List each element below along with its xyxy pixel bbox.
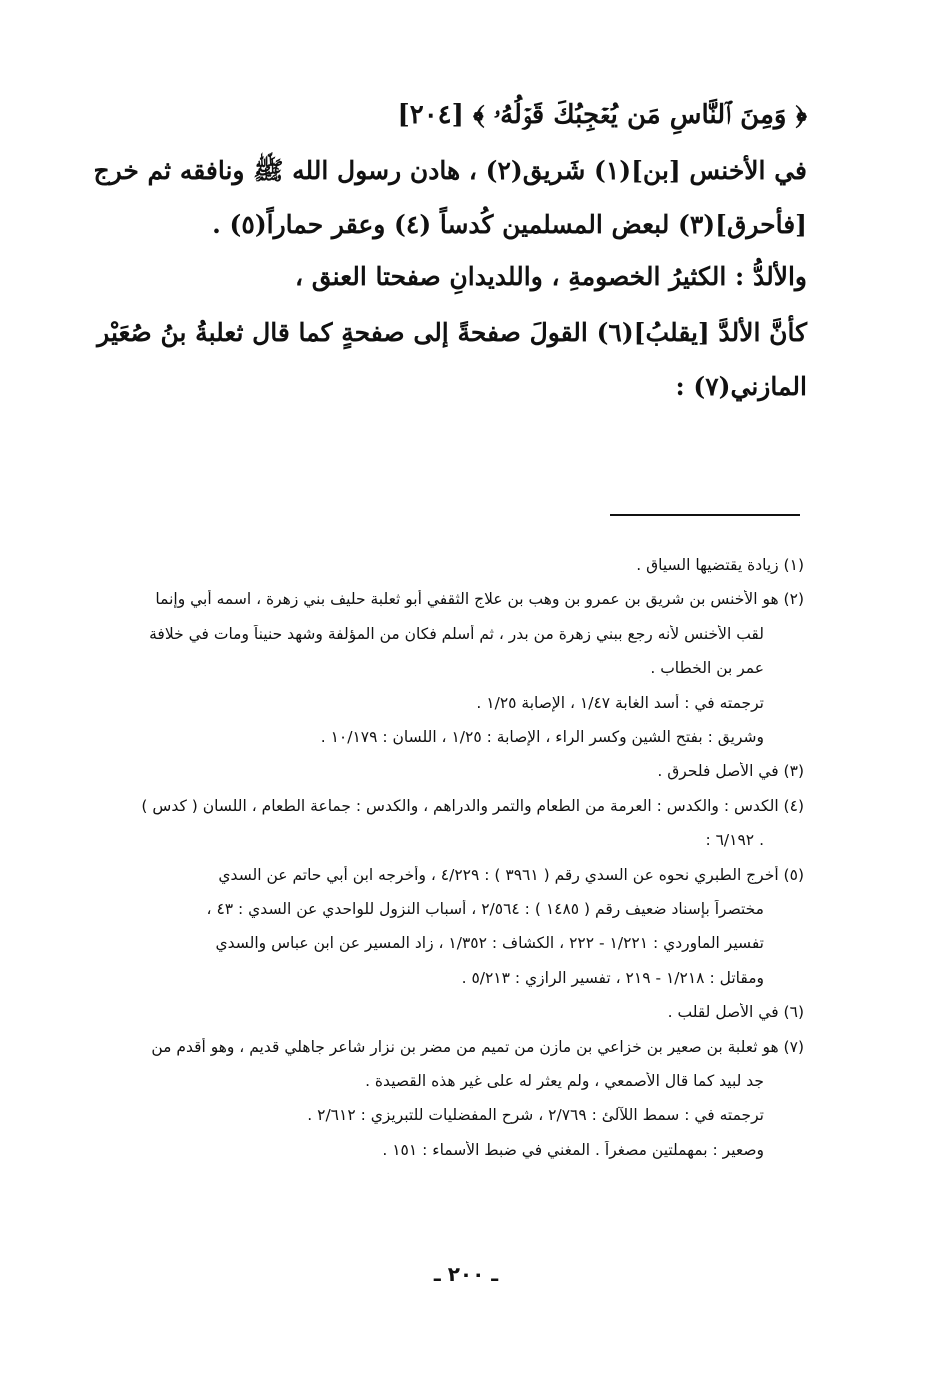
page-number: ـ ٢٠٠ ـ: [433, 1262, 499, 1286]
body-line: والألدُّ : الكثيرُ الخصومةِ ، واللديدانِ صفحتا العنق ،: [295, 262, 807, 291]
footnote-separator: [610, 514, 800, 516]
footnote-line: (٢) هو الأخنس بن شريق بن عمرو بن وهب بن علاج الثقفي أبو ثعلبة حليف بني زهرة ، اسمه أبي وإنما: [155, 590, 804, 609]
quran-verse: ﴿ وَمِنَ ٱلنَّاسِ مَن يُعۡجِبُكَ قَوۡلُهُۥ ﴾ [٢٠٤]: [397, 100, 807, 130]
footnote-line: ترجمته في : أسد الغابة ١/٤٧ ، الإصابة ١/٢٥ .: [476, 693, 764, 712]
footnote-line: ومقاتل : ١/٢١٨ - ٢١٩ ، تفسير الرازي : ٥/٢١٣ .: [461, 968, 764, 987]
footnote-line: تفسير الماوردي : ١/٢٢١ - ٢٢٢ ، الكشاف : ١/٣٥٢ ، زاد المسير عن ابن عباس والسدي: [215, 934, 764, 953]
footnote-line: (٥) أخرج الطبري نحوه عن السدي رقم ( ٣٩٦١ ) : ٤/٢٢٩ ، وأخرجه ابن أبي حاتم عن السدي: [218, 865, 804, 884]
footnote-line: مختصراً بإسناد ضعيف رقم ( ١٤٨٥ ) : ٢/٥٦٤ ، أسباب النزول للواحدي عن السدي : ٤٣ ،: [206, 900, 764, 918]
body-line: [فأحرق](٣) لبعض المسلمين كُدساً (٤) وعقر حماراً(٥) .: [212, 210, 807, 239]
footnote-line: (٧) هو ثعلبة بن صعير بن خزاعي بن مازن من تميم من مضر بن نزار شاعر جاهلي قديم ، وهو أقدم من: [151, 1037, 804, 1056]
footnote-line: (٣) في الأصل فلحرق .: [657, 762, 804, 781]
body-line: كأنَّ الألدَّ [يقلبُ](٦) القولَ صفحةً إلى صفحةٍ كما قال ثعلبةُ بنُ صُعَيْر: [97, 318, 807, 347]
footnote-line: (١) زيادة يقتضيها السياق .: [636, 556, 804, 574]
footnote-line: ترجمته في : سمط اللآلئ : ٢/٧٦٩ ، شرح المفضليات للتبريزي : ٢/٦١٢ .: [307, 1106, 764, 1125]
footnote-line: جد لبيد كما قال الأصمعي ، ولم يعثر له على غير هذه القصيدة .: [365, 1072, 764, 1090]
footnote-line: وشريق : بفتح الشين وكسر الراء ، الإصابة : ١/٢٥ ، اللسان : ١٠/١٧٩ .: [320, 728, 764, 746]
footnote-line: (٦) في الأصل لقلب .: [667, 1003, 804, 1022]
footnote-line: لقب الأخنس لأنه رجع ببني زهرة من بدر ، ثم أسلم فكان من المؤلفة وشهد حنيناً ومات في خلافة: [149, 624, 764, 643]
footnote-line: : ٦/١٩٢ .: [705, 831, 764, 850]
body-line: المازني(٧) :: [675, 372, 807, 401]
footnote-line: (٤) الكدس : والكدس : العرمة من الطعام والتمر والدراهم ، والكدس : جماعة الطعام ، اللسان ( كدس ): [141, 796, 804, 815]
body-line: في الأخنس [بن](١) شَريق(٢) ، هادن رسول الله ﷺ ونافقه ثم خرج: [93, 156, 807, 185]
footnote-line: عمر بن الخطاب .: [650, 659, 764, 678]
footnote-line: وصعير : بمهملتين مصغراً . المغني في ضبط الأسماء : ١٥١ .: [382, 1140, 764, 1159]
